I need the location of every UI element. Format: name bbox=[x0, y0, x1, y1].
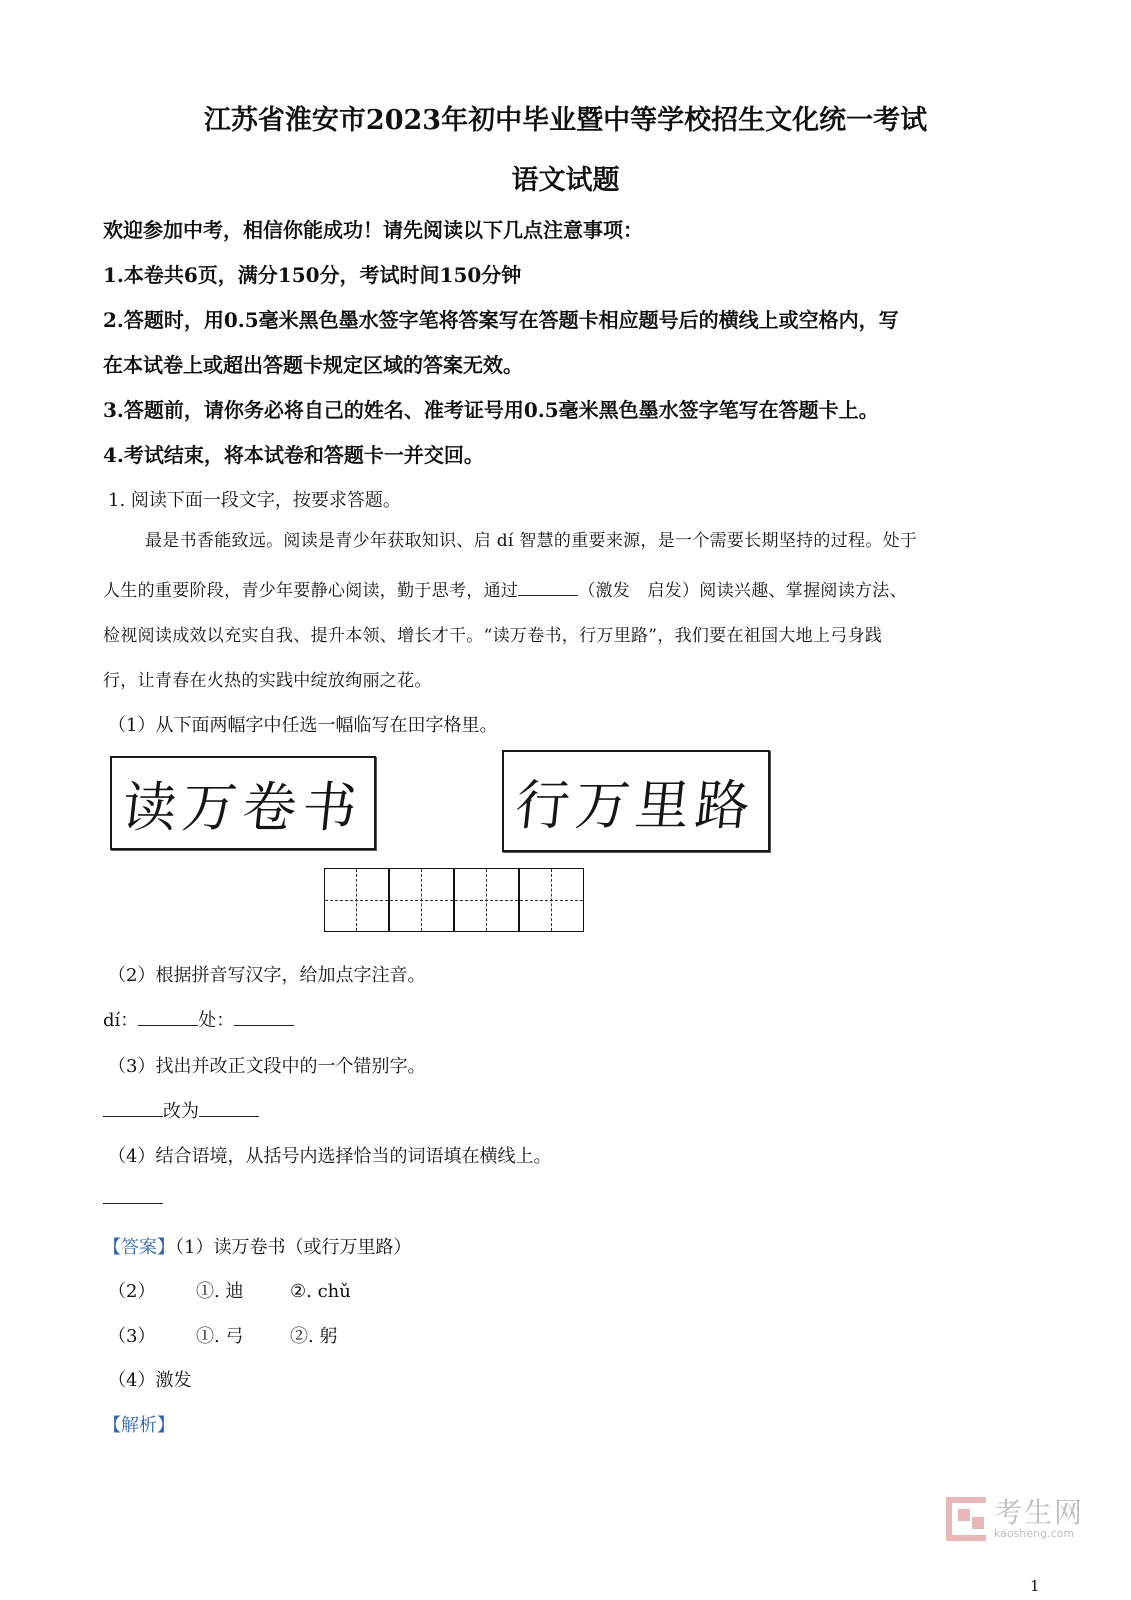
answer-line-1 bbox=[103, 1233, 411, 1259]
answer-line-3 bbox=[108, 1322, 337, 1348]
answer-text: （1）读万卷书（或行万里路） bbox=[175, 1237, 412, 1258]
answer-label: 【答案】 bbox=[103, 1237, 175, 1258]
answer-line-4: （4）激发 bbox=[108, 1370, 192, 1391]
sub-question-2: （2）根据拼音写汉字，给加点字注音。 bbox=[108, 965, 426, 986]
fill-blank[interactable] bbox=[103, 1203, 163, 1204]
answer-line-2 bbox=[108, 1277, 351, 1303]
notice-intro: 欢迎参加中考，相信你能成功！请先阅读以下几点注意事项： bbox=[103, 218, 643, 242]
question-stem: 1. 阅读下面一段文字，按要求答题。 bbox=[108, 490, 401, 511]
passage-line: 检视阅读成效以充实自我、提升本领、增长才干。“读万卷书，行万里路”，我们要在祖国大地上弓身践 bbox=[103, 626, 883, 646]
notice-item: 2.答题时，用0.5毫米黑色墨水签字笔将答案写在答题卡相应题号后的横线上或空格内，写 bbox=[103, 308, 899, 332]
watermark-name: 考生网 bbox=[994, 1496, 1085, 1529]
passage-line: 最是书香能致远。阅读是青少年获取知识、启 dí 智慧的重要来源，是一个需要长期坚持的过程。处于 bbox=[145, 531, 918, 551]
notice-item: 4.考试结束，将本试卷和答题卡一并交回。 bbox=[103, 443, 484, 467]
grid-cell[interactable] bbox=[454, 868, 519, 932]
passage-line: 行，让青春在火热的实践中绽放绚丽之花。 bbox=[103, 671, 432, 691]
answer-text: ①. 弓 bbox=[196, 1326, 244, 1347]
sub-question-2-fill bbox=[103, 1006, 294, 1032]
calligraphy-sample-1 bbox=[110, 756, 376, 850]
analysis-label: 【解析】 bbox=[103, 1415, 175, 1436]
sub-question-3-fill bbox=[103, 1097, 259, 1123]
watermark-logo-icon bbox=[946, 1497, 986, 1541]
passage-line bbox=[103, 576, 907, 601]
exam-subtitle: 语文试题 bbox=[511, 165, 620, 196]
exam-title: 江苏省淮安市2023年初中毕业暨中等学校招生文化统一考试 bbox=[203, 105, 928, 136]
fill-blank[interactable] bbox=[138, 1024, 198, 1026]
fill-blank[interactable] bbox=[518, 594, 578, 596]
answer-text: ②. 躬 bbox=[290, 1326, 338, 1347]
fill-label: 处： bbox=[198, 1010, 235, 1031]
sub-question-1: （1）从下面两幅字中任选一幅临写在田字格里。 bbox=[108, 715, 498, 736]
fill-blank[interactable] bbox=[199, 1115, 259, 1117]
page-number: 1 bbox=[1030, 1577, 1040, 1595]
fill-label: 改为 bbox=[163, 1101, 199, 1122]
watermark bbox=[946, 1497, 1084, 1541]
grid-cell[interactable] bbox=[519, 868, 584, 932]
sub-question-3: （3）找出并改正文段中的一个错别字。 bbox=[108, 1056, 426, 1077]
calligraphy-sample-2 bbox=[502, 750, 770, 852]
notice-item: 3.答题前，请你务必将自己的姓名、准考证号用0.5毫米黑色墨水签字笔写在答题卡上。 bbox=[103, 398, 879, 422]
notice-item: 1.本卷共6页，满分150分，考试时间150分钟 bbox=[103, 263, 522, 287]
grid-cell[interactable] bbox=[324, 868, 389, 932]
answer-text: ①. 迪 bbox=[196, 1281, 244, 1302]
notice-item: 在本试卷上或超出答题卡规定区域的答案无效。 bbox=[103, 353, 523, 377]
calligraphy-text: 行万里路 bbox=[512, 773, 759, 837]
grid-cell[interactable] bbox=[389, 868, 454, 932]
answer-num: （3） bbox=[108, 1326, 156, 1347]
answer-num: （2） bbox=[108, 1281, 156, 1302]
fill-blank[interactable] bbox=[234, 1024, 294, 1026]
fill-blank[interactable] bbox=[103, 1115, 163, 1117]
watermark-url: kaosheng.com bbox=[994, 1527, 1075, 1540]
passage-text: （激发 启发）阅读兴趣、掌握阅读方法、 bbox=[578, 581, 907, 601]
passage-text: 人生的重要阶段，青少年要静心阅读，勤于思考，通过 bbox=[103, 581, 519, 601]
sub-question-4: （4）结合语境，从括号内选择恰当的词语填在横线上。 bbox=[108, 1146, 552, 1167]
calligraphy-text: 读万卷书 bbox=[119, 775, 366, 839]
fill-label: dí： bbox=[103, 1010, 139, 1031]
answer-text: ②. chǔ bbox=[290, 1281, 351, 1302]
